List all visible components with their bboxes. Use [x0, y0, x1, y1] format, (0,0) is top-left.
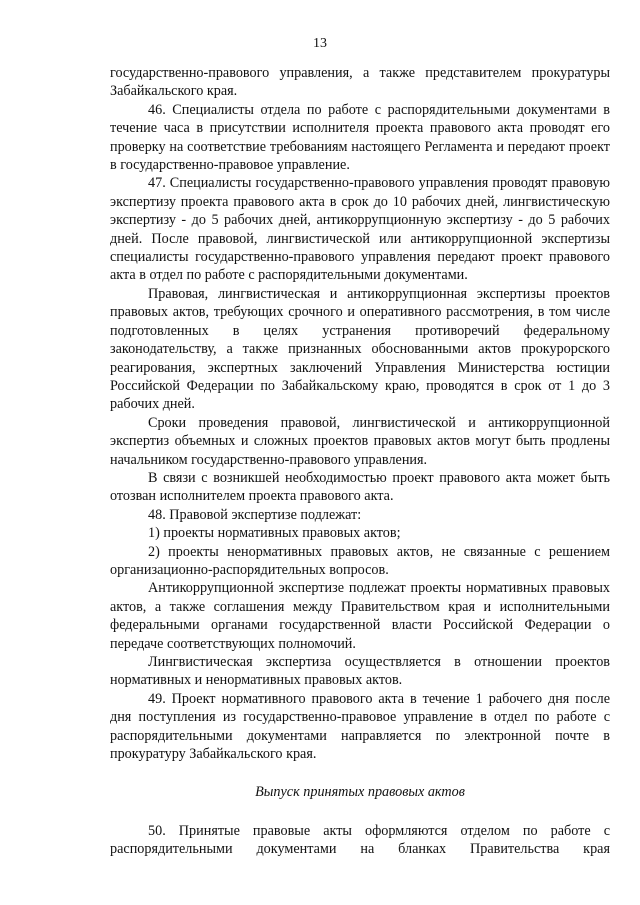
document-body [110, 64, 610, 859]
paragraph: 49. Проект нормативного правового акта в течение 1 рабочего дня после дня поступления из государственно-правовое управление в отдел по работе с распорядительными документами направляется по электронной почте в прокуратуру Забайкальского края. [110, 690, 610, 763]
paragraph: Сроки проведения правовой, лингвистической и антикоррупционной экспертиз объемных и сложных проектов правовых актов могут быть продлены начальником государственно-правового управления. [110, 414, 610, 468]
paragraph: 47. Специалисты государственно-правового управления проводят правовую экспертизу проекта правового акта в срок до 10 рабочих дней, лингвистическую экспертизу - до 5 рабочих дней, антикоррупционную экспертизу - до 5 рабочих дней. После правовой, лингвистической или антикоррупционной экспертизы специалисты государственно-правового управления передают проект правового акта в отдел по работе с распорядительными документами. [110, 175, 610, 284]
paragraph: Антикоррупционной экспертизе подлежат проекты нормативных правовых актов, а также соглашения между Правительством края и исполнительными федеральными органами государственной власти Российской Федерации о передаче соответствующих полномочий. [110, 580, 610, 652]
paragraph: В связи с возникшей необходимостью проект правового акта может быть отозван исполнителем проекта правового акта. [110, 469, 610, 505]
page-number: 13 [313, 36, 327, 51]
paragraph: государственно-правового управления, а также представителем прокуратуры Забайкальского края. [110, 65, 610, 100]
paragraph: Правовая, лингвистическая и антикоррупционная экспертизы проектов правовых актов, требующих срочного и оперативного рассмотрения, в том числе подготовленных в целях устранения противоречий федеральному законодательству, а также признанных обоснованными актов прокурорского реагирования, экспертных заключений Управления Министерства юстиции Российской Федерации по Забайкальскому краю, проводятся в срок от 1 до 3 рабочих дней. [110, 285, 610, 413]
paragraph: 48. Правовой экспертизе подлежат: [148, 506, 362, 523]
paragraph: Лингвистическая экспертиза осуществляется в отношении проектов нормативных и ненормативных правовых актов. [110, 654, 610, 689]
paragraph: 46. Специалисты отдела по работе с распорядительными документами в течение часа в присутствии исполнителя проекта правового акта проводят его проверку на соответствие требованиям настоящего Регламента и передают проект в государственно-правовое управление. [110, 101, 610, 174]
section-heading: Выпуск принятых правовых актов [255, 784, 465, 801]
paragraph: 1) проекты нормативных правовых актов; [148, 525, 401, 542]
paragraph: 2) проекты ненормативных правовых актов, не связанные с решением организационно-распорядительных вопросов. [110, 543, 610, 578]
closing-paragraph: 50. Принятые правовые акты оформляются отделом по работе с распорядительными документами на бланках Правительства края [110, 822, 610, 858]
